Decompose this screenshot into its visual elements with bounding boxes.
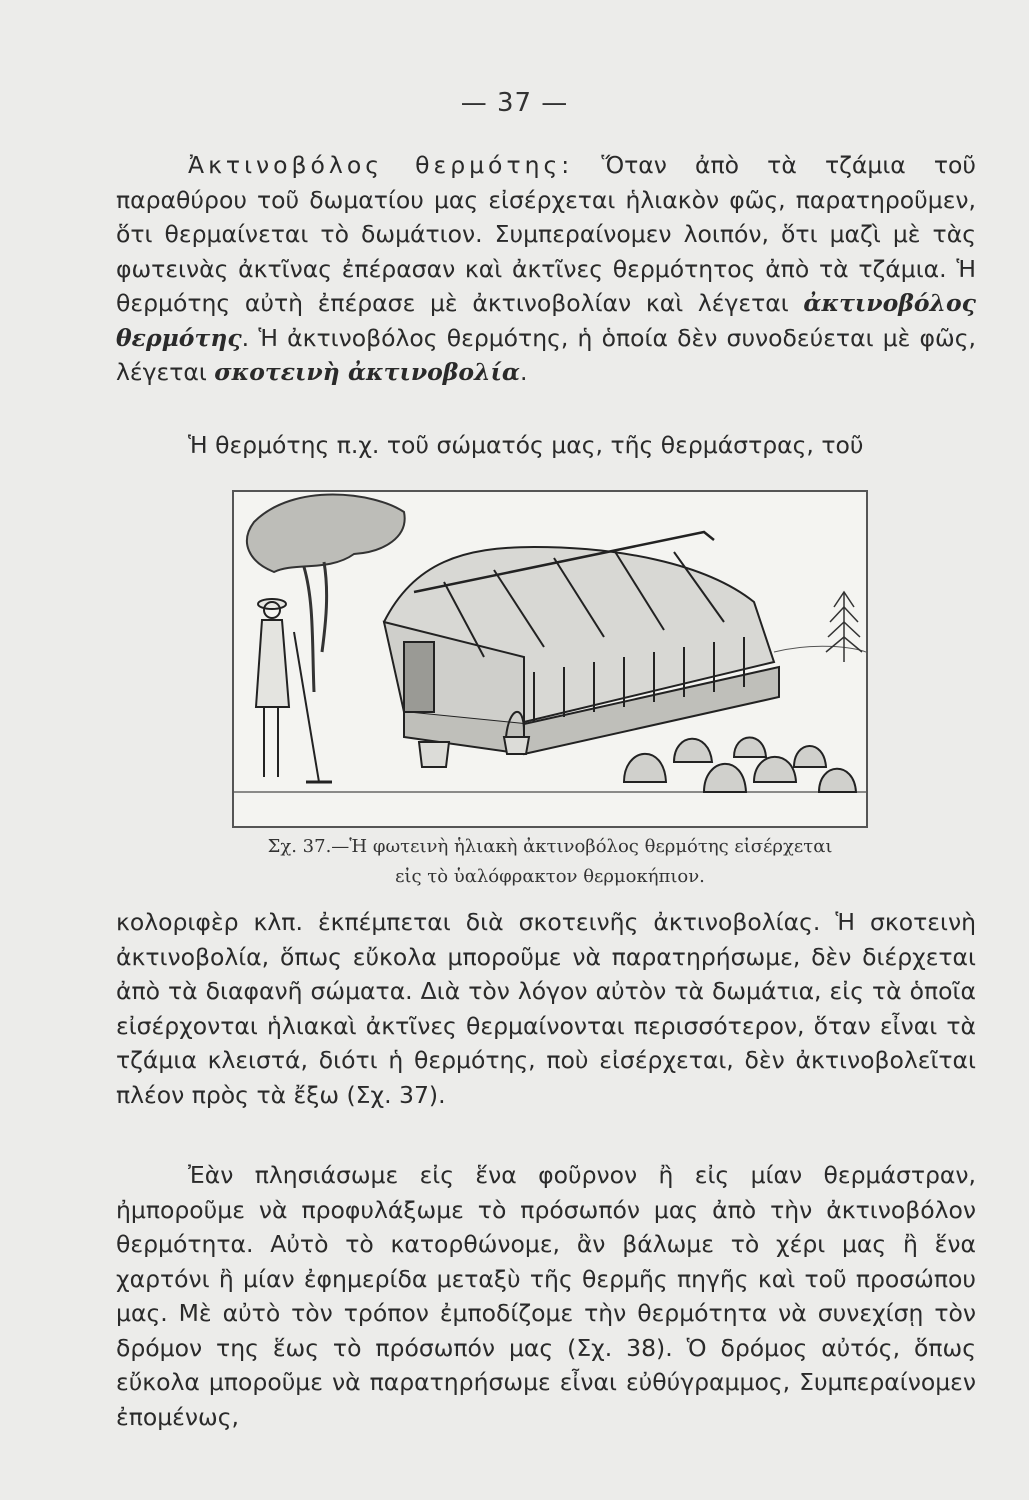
greenhouse-illustration [234,492,866,826]
fir-tree-drawing [826,592,862,662]
term-radiant-heat: Ἀκτινοβόλος θερμότης: [188,151,574,179]
page-number: — 37 — [460,88,569,118]
greenhouse-drawing [384,532,779,754]
paragraph-oven-example: Ἐὰν πλησιάσωμε εἰς ἕνα φοῦρνον ἢ εἰς μίαν θερμάστραν, ἠμποροῦμε νὰ προφυλάξωμε τὸ πρόσωπόν μας ἀπὸ τὴν ἀκτινοβόλον θερμότητα. Αὐτὸ τὸ κατορθώνομε, ἂν βάλωμε τὸ χέρι μας ἢ ἕνα χαρτόνι ἢ μίαν ἐφημερίδα μεταξὺ τῆς θερμῆς πηγῆς καὶ τοῦ προσώπου μας. Μὲ αὐτὸ τὸν τρόπον ἐμποδίζομε τὴν θερμότητα νὰ συνεχίσῃ τὸν δρόμον της ἕως τὸ πρόσωπόν μας (Σχ. 38). Ὁ δρόμος αὐτός, ὅπως εὔκολα μποροῦμε νὰ παρατηρήσωμε εἶναι εὐθύγραμμος, Συμπεραίνομεν ἐπομένως, [116,1161,976,1431]
paragraph-text: Ὅταν ἀπὸ τὰ τζάμια τοῦ παραθύρου τοῦ δωματίου μας εἰσέρχεται ἡλιακὸν φῶς, παρατηροῦμεν, ὅτι θερμαίνεται τὸ δωμάτιον. Συμπεραίνομεν λοιπόν, ὅτι μαζὶ μὲ τὰς φωτεινὰς ἀκτῖνας ἐπέρασαν καὶ ἀκτῖνες θερμότητος ἀπὸ τὰ τζάμια. Ἡ θερμότης αὐτὴ ἐπέρασε μὲ ἀκτινοβολίαν καὶ λέγεται [116,151,977,317]
cloches-drawing [624,737,856,792]
paragraph-dark-radiation: κολοριφὲρ κλπ. ἐκπέμπεται διὰ σκοτεινῆς ἀκτινοβολίας. Ἡ σκοτεινὴ ἀκτινοβολία, ὅπως εὔκολα μποροῦμε νὰ παρατηρήσωμε, δὲν διέρχεται ἀπὸ τὰ διαφανῆ σώματα. Διὰ τὸν λόγον αὐτὸν τὰ δωμάτια, εἰς τὰ ὁποῖα εἰσέρχονται ἡλιακαὶ ἀκτῖνες θερμαίνονται περισσότερον, ὅταν εἶναι τὰ τζάμια κλειστά, διότι ἡ θερμότης, ποὺ εἰσέρχεται, δὲν ἀκτινοβολεῖται πλέον πρὸς τὰ ἔξω (Σχ. 37). [116,908,976,1109]
paragraph-example-start: Ἡ θερμότης π.χ. τοῦ σώματός μας, τῆς θερμάστρας, τοῦ [188,431,864,459]
emphasis-term: ἀκτινοβόλος θερμότης [116,289,976,352]
paragraph-radiant-heat [116,148,976,390]
figure-caption [160,832,940,892]
emphasis-term: σκοτεινὴ ἀκτινοβολία [214,358,521,386]
gardener-drawing [256,599,332,782]
caption-line: Σχ. 37.—Ἡ φωτεινὴ ἡλιακὴ ἀκτινοβόλος θερμότης εἰσέρχεται [267,836,833,857]
caption-line: εἰς τὸ ὑαλόφρακτον θερμοκήπιον. [395,866,705,887]
figure-greenhouse [232,490,868,828]
paragraph-text: . [520,358,528,386]
paragraph-text: . Ἡ ἀκτινοβόλος θερμότης, ἡ ὁποία δὲν συνοδεύεται μὲ φῶς, λέγεται [116,323,976,386]
